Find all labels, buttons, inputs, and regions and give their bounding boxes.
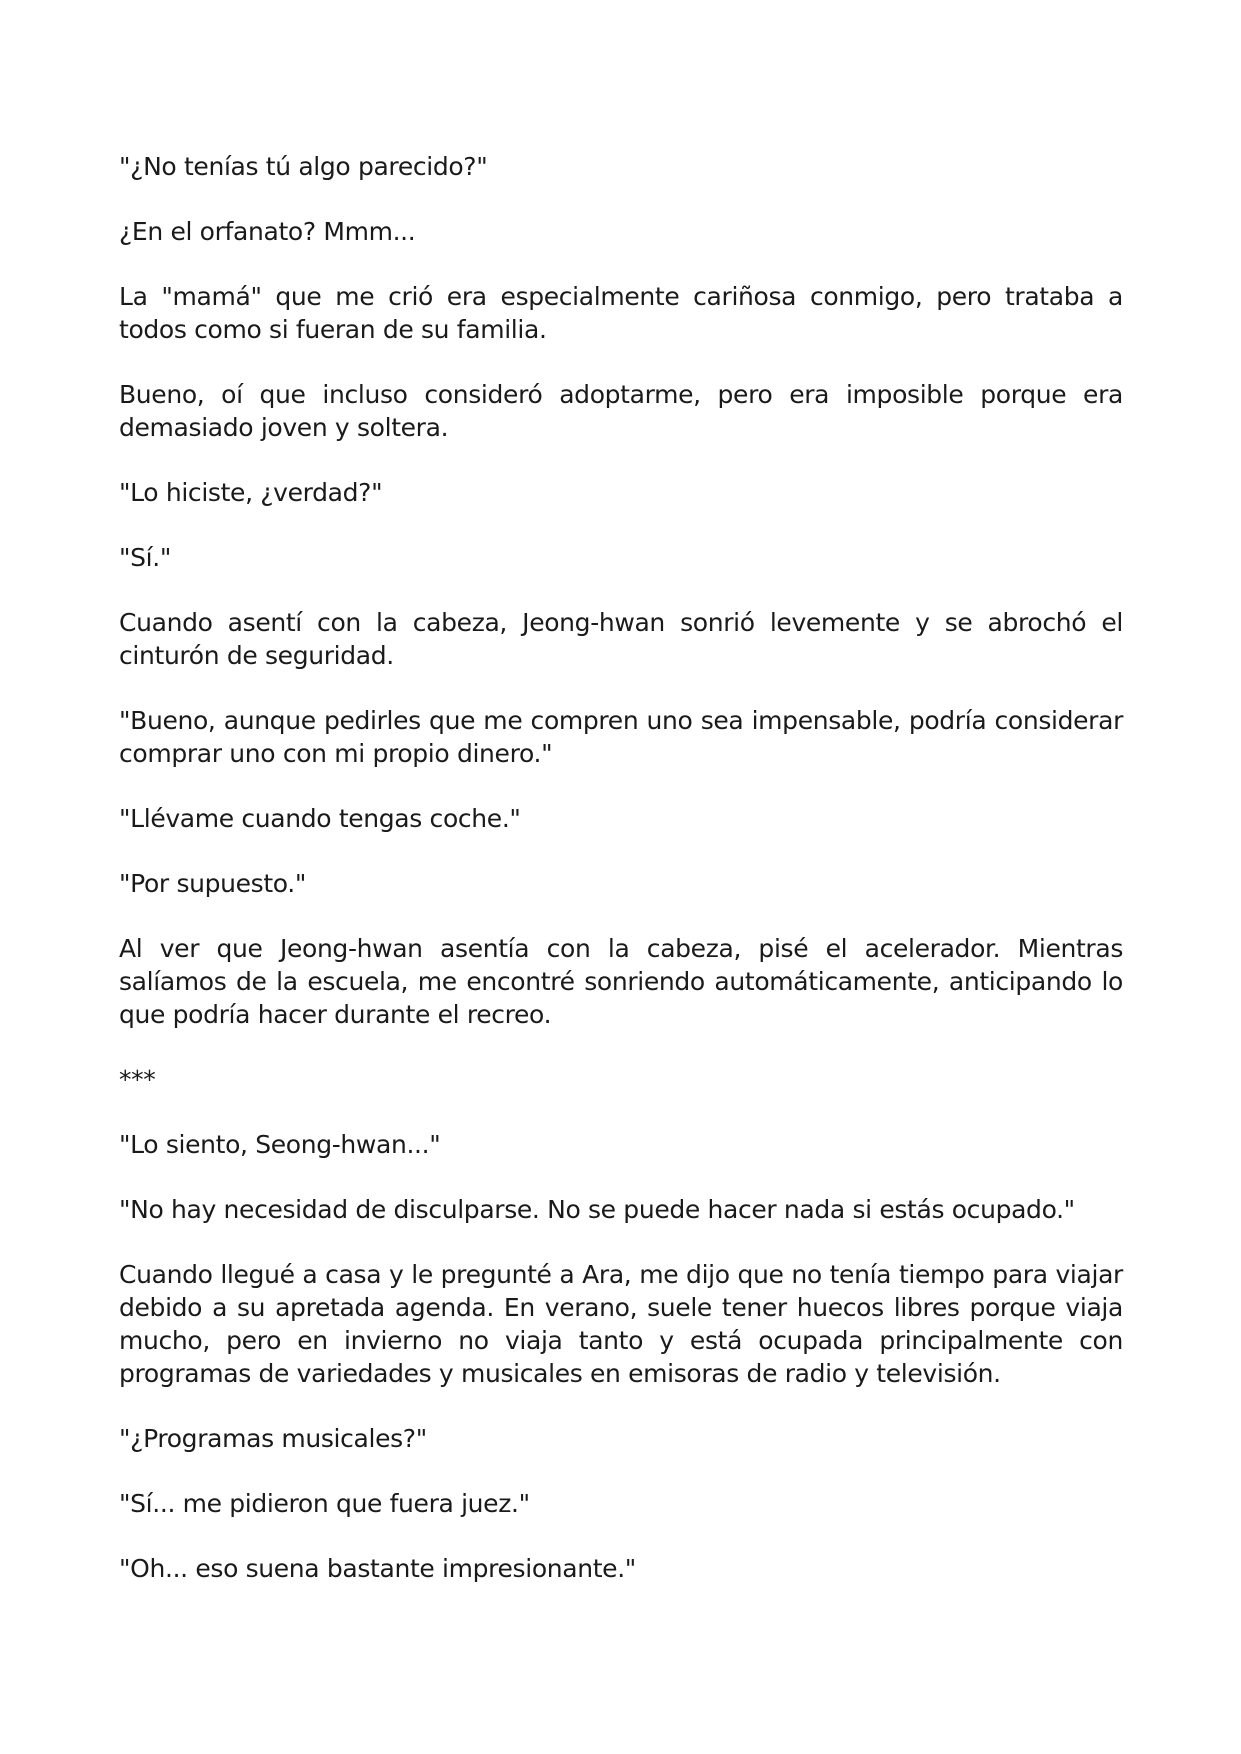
paragraph: "Sí... me pidieron que fuera juez." (119, 1489, 530, 1518)
paragraph: Cuando asentí con la cabeza, Jeong-hwan sonrió levemente y se abrochó el cinturón de seguridad. (119, 608, 1123, 670)
paragraph: "No hay necesidad de disculparse. No se puede hacer nada si estás ocupado." (119, 1195, 1075, 1224)
paragraph: Bueno, oí que incluso consideró adoptarme, pero era imposible porque era demasiado joven y soltera. (119, 380, 1123, 442)
paragraph: ¿En el orfanato? Mmm... (119, 217, 416, 246)
paragraph: "Por supuesto." (119, 869, 307, 898)
paragraph: "¿No tenías tú algo parecido?" (119, 152, 488, 181)
paragraph: "Sí." (119, 543, 172, 572)
paragraph: "Oh... eso suena bastante impresionante." (119, 1554, 636, 1583)
paragraph: Al ver que Jeong-hwan asentía con la cabeza, pisé el acelerador. Mientras salíamos de la escuela, me encontré sonriendo automáticamente, anticipando lo que podría hacer durante el recreo. (119, 934, 1123, 1029)
paragraph: La "mamá" que me crió era especialmente cariñosa conmigo, pero trataba a todos como si fueran de su familia. (119, 282, 1123, 344)
text-body (119, 150, 1123, 1617)
scene-break: *** (119, 1065, 156, 1094)
paragraph: "Lo hiciste, ¿verdad?" (119, 478, 383, 507)
paragraph: "Lo siento, Seong-hwan..." (119, 1130, 441, 1159)
paragraph: Cuando llegué a casa y le pregunté a Ara, me dijo que no tenía tiempo para viajar debido a su apretada agenda. En verano, suele tener huecos libres porque viaja mucho, pero en invierno no viaja tanto y está ocupada principalmente con programas de variedades y musicales en emisoras de radio y televisión. (119, 1260, 1123, 1388)
paragraph: "Bueno, aunque pedirles que me compren uno sea impensable, podría considerar comprar uno con mi propio dinero." (119, 706, 1123, 768)
paragraph: "Llévame cuando tengas coche." (119, 804, 521, 833)
paragraph: "¿Programas musicales?" (119, 1424, 427, 1453)
